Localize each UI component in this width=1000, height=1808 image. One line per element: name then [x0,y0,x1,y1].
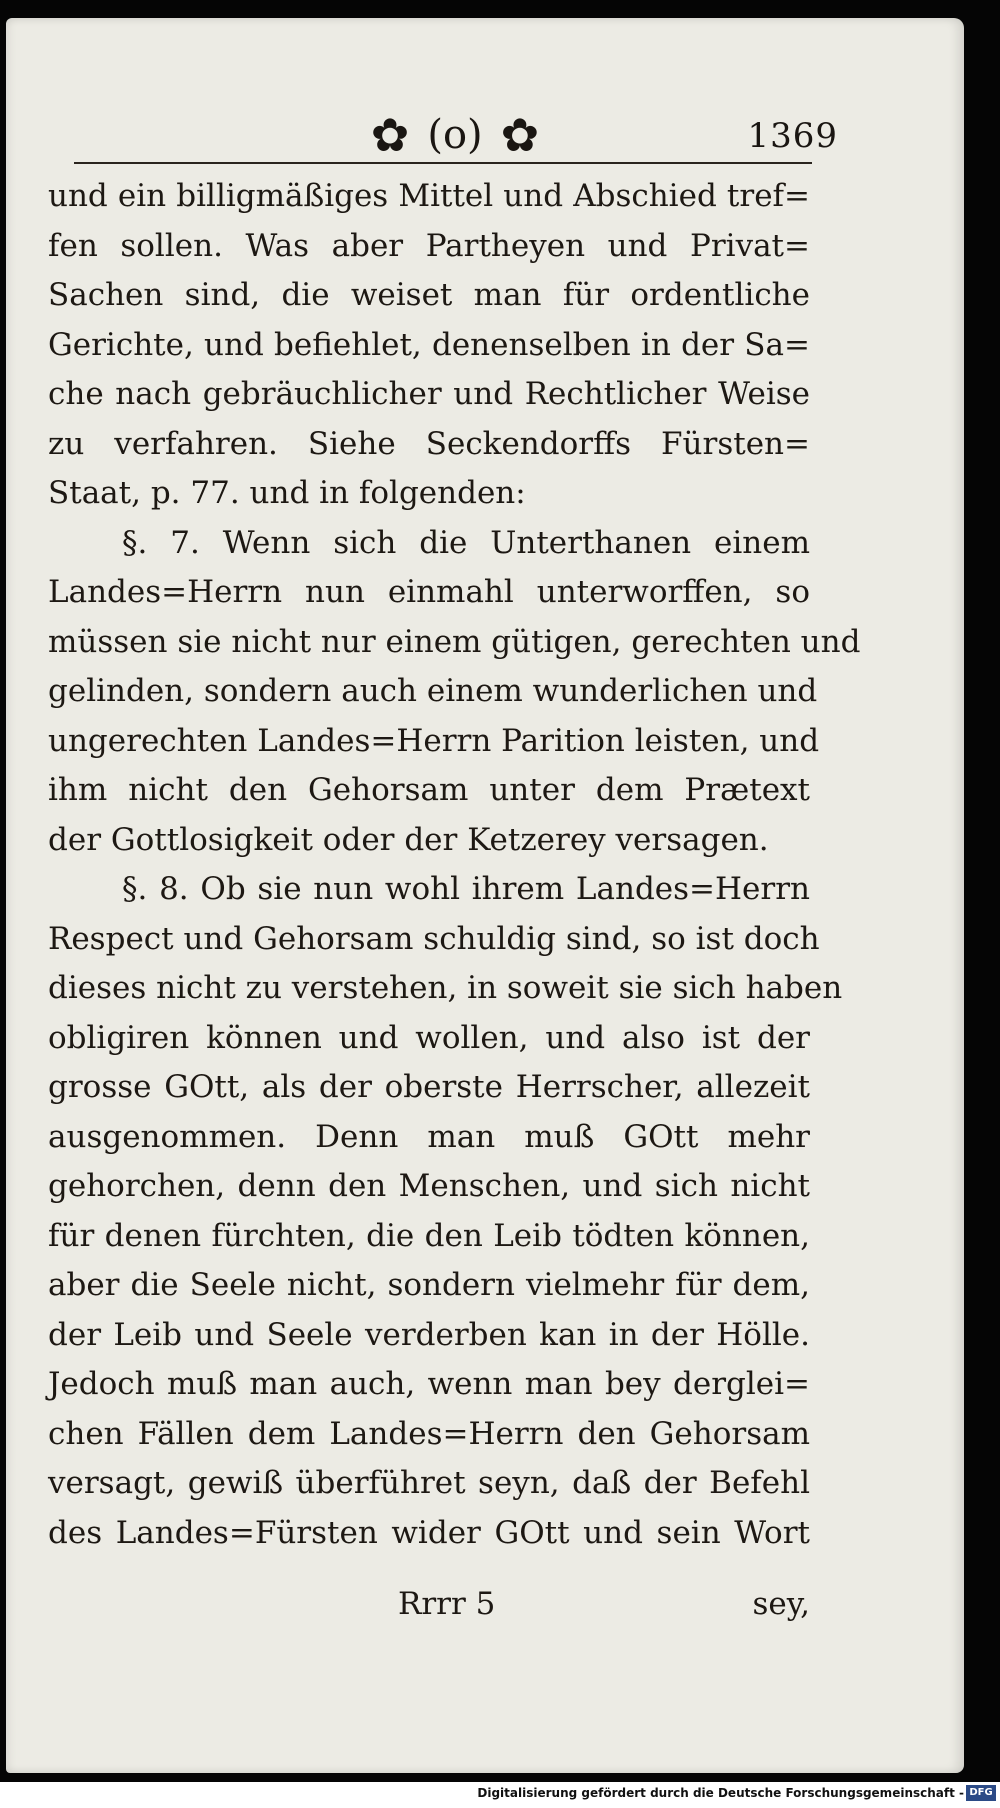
text-line: müssen sie nicht nur einem gütigen, gerechten und [48,623,861,660]
text-line: Sachen sind, die weiset man für ordentliche [48,277,810,313]
running-head-mark: (o) [427,112,483,158]
flower-ornament-icon: ✿ [370,108,410,162]
page-number: 1369 [747,116,838,156]
text-line: aber die Seele nicht, sondern vielmehr für dem, [48,1267,810,1303]
body-text [48,172,861,1558]
flower-ornament-icon: ✿ [500,108,540,162]
text-line: für denen fürchten, die den Leib tödten können, [48,1217,810,1254]
text-line: Landes=Herrn nun einmahl unterworffen, so [48,574,810,610]
running-head-ornament [355,108,555,162]
text-line: gehorchen, denn den Menschen, und sich nicht [48,1168,810,1204]
dfg-logo: DFG [966,1785,996,1801]
text-line: zu verfahren. Siehe Seckendorffs Fürsten= [48,425,810,462]
text-line: ausgenommen. Denn man muß GOtt mehr [48,1118,810,1155]
text-line: und ein billigmäßiges Mittel und Abschied tref= [48,178,810,214]
text-line: ihm nicht den Gehorsam unter dem Prætext [48,772,810,808]
header-rule [100,162,812,164]
digitization-credit: Digitalisierung gefördert durch die Deutsche Forschungsgemeinschaft - [477,1786,964,1800]
text-line: der Leib und Seele verderben kan in der Hölle. [48,1316,810,1353]
text-line: Staat, p. 77. und in folgenden: [48,475,526,511]
text-line: obligiren können und wollen, und also ist der [48,1019,810,1056]
text-line: Respect und Gehorsam schuldig sind, so ist doch [48,920,820,957]
text-line: grosse GOtt, als der oberste Herrscher, allezeit [48,1069,810,1105]
text-line: Jedoch muß man auch, wenn man bey derglei= [48,1366,810,1402]
text-line: dieses nicht zu verstehen, in soweit sie sich haben [48,970,843,1006]
text-line: chen Fällen dem Landes=Herrn den Gehorsam [48,1415,810,1452]
text-line: ungerechten Landes=Herrn Parition leisten, und [48,722,820,759]
text-line: che nach gebräuchlicher und Rechtlicher Weise [48,376,810,412]
text-line: Gerichte, und befiehlet, denenselben in der Sa= [48,326,810,363]
page-footer [48,1586,810,1636]
signature-mark: Rrrr 5 [398,1586,496,1622]
text-line: fen sollen. Was aber Partheyen und Privat= [48,227,810,264]
text-line: des Landes=Fürsten wider GOtt und sein Wort [48,1514,810,1551]
paragraph-8-start: §. 8. Ob sie nun wohl ihrem Landes=Herrn [122,871,810,907]
text-line: gelinden, sondern auch einem wunderlichen und [48,673,818,709]
paragraph-7-start: §. 7. Wenn sich die Unterthanen einem [122,524,810,561]
catchword: sey, [752,1586,810,1622]
text-line: versagt, gewiß überführet seyn, daß der Befehl [48,1465,810,1501]
text-line: der Gottlosigkeit oder der Ketzerey versagen. [48,821,769,858]
